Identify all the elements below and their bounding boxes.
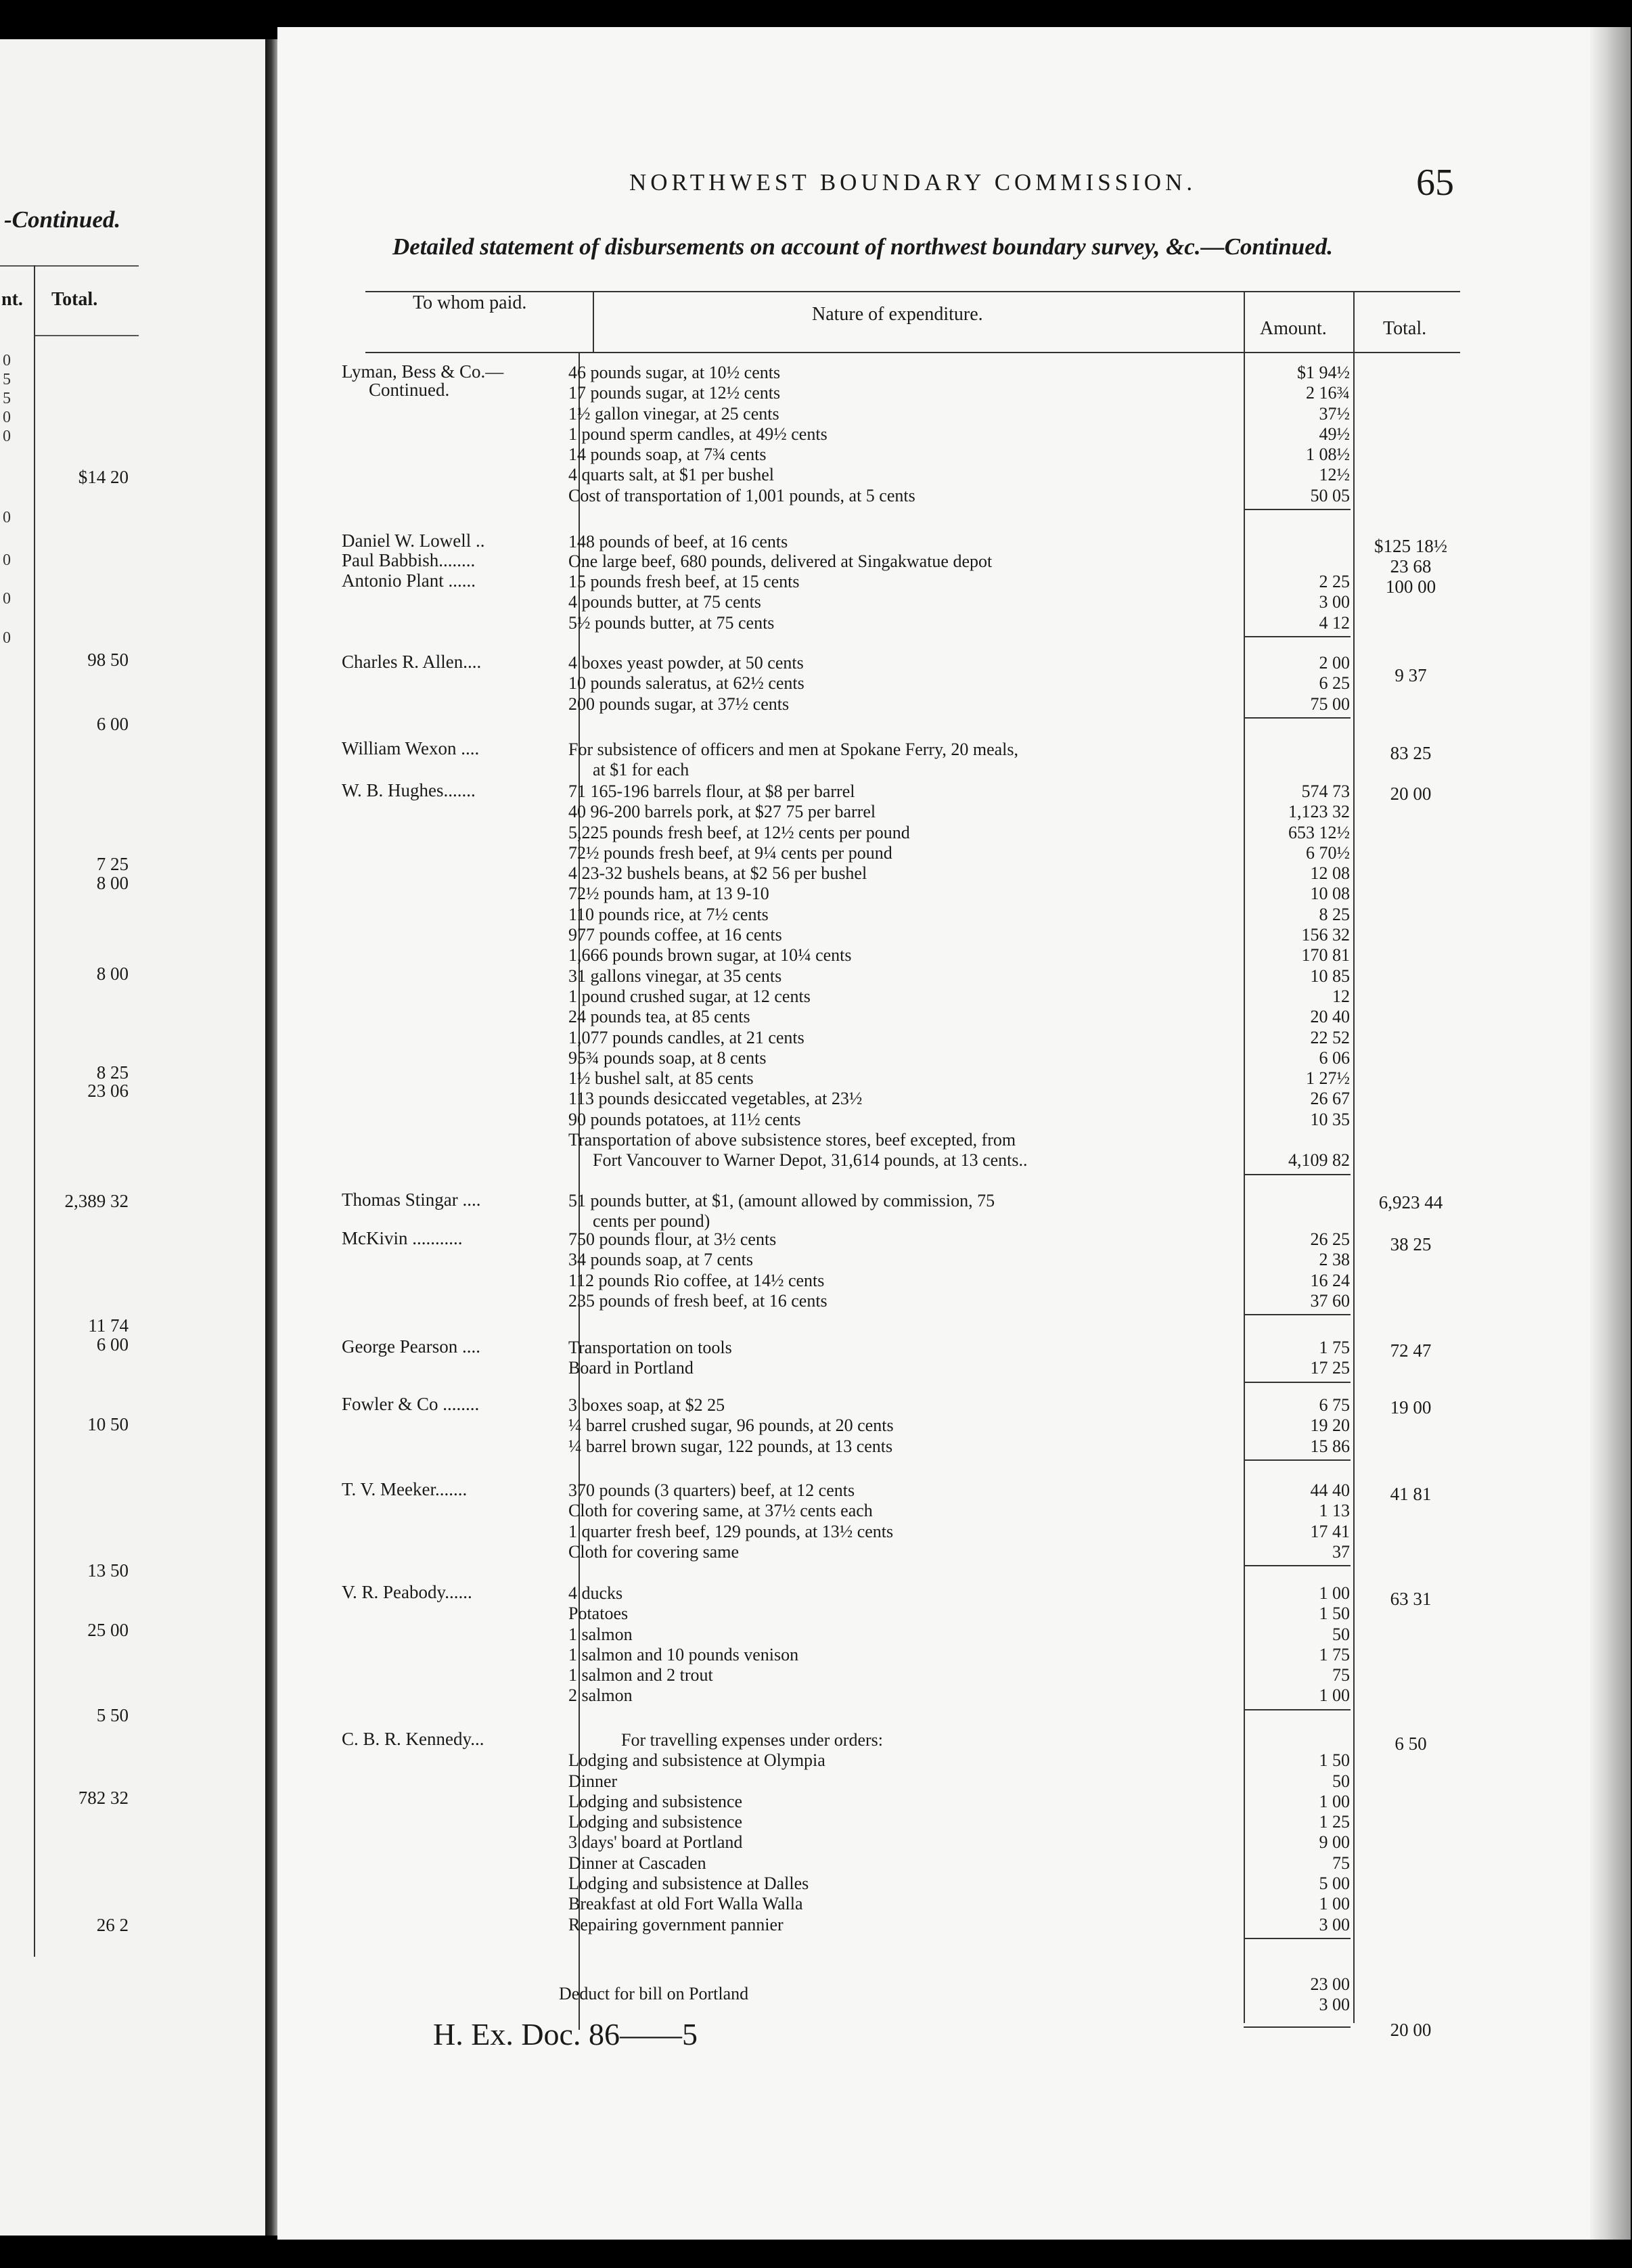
amount-group [1243, 1338, 1358, 1379]
amount-value: 1 75 [1319, 1338, 1350, 1357]
deduct-label: Deduct for bill on Portland [559, 1984, 749, 2003]
amount-value: 2 38 [1319, 1250, 1350, 1270]
amount-group [1243, 1395, 1358, 1457]
left-amount-fragment: 5 [3, 390, 11, 407]
expenditure-item: Dinner [568, 1771, 618, 1791]
amount-value: 1 25 [1319, 1812, 1350, 1832]
amount-value: 75 00 [1310, 694, 1350, 714]
expenditure-item: 46 pounds sugar, at 10½ cents [568, 363, 781, 382]
sum-rule [1244, 1174, 1351, 1175]
payee-name [342, 1730, 562, 1748]
payee-name-line: McKivin ........... [342, 1228, 463, 1248]
amount-value: 19 20 [1310, 1415, 1350, 1436]
expenditure-item: 14 pounds soap, at 7¾ cents [568, 445, 767, 465]
payee-name-line: Antonio Plant ...... [342, 570, 476, 591]
amount-value: 22 52 [1310, 1027, 1350, 1047]
expenditure-item: 51 pounds butter, at $1, (amount allowed by commission, 75 [568, 1191, 995, 1210]
left-amount-fragment: 0 [3, 590, 11, 608]
expenditure-item: Fort Vancouver to Warner Depot, 31,614 pounds, at 13 cents.. [593, 1150, 1028, 1171]
expenditure-item: 34 pounds soap, at 7 cents [568, 1250, 753, 1270]
amount-value: 37 60 [1310, 1290, 1350, 1311]
left-total-value: 26 2 [96, 1915, 129, 1935]
left-total-value: 6 00 [96, 1334, 129, 1355]
document-footer: H. Ex. Doc. 86——5 [433, 2017, 698, 2051]
expenditure-item: 1,666 pounds brown sugar, at 10¼ cents [568, 945, 852, 966]
total-value: 63 31 [1390, 1589, 1432, 1609]
amount-value: 16 24 [1310, 1270, 1350, 1290]
payee-name-line: Thomas Stingar .... [342, 1189, 481, 1210]
left-total-value: 2,389 32 [64, 1191, 129, 1211]
expenditure-item: 1 quarter fresh beef, 129 pounds, at 13½ cents [568, 1521, 894, 1541]
expenditure-item: 3 boxes soap, at $2 25 [568, 1395, 725, 1415]
expenditure-item: 4 boxes yeast powder, at 50 cents [568, 653, 804, 673]
amount-value: 6 70½ [1306, 842, 1350, 863]
expenditure-item: 71 165-196 barrels flour, at $8 per barrel [568, 781, 855, 801]
col-header-payee: To whom paid. [413, 292, 527, 313]
amount-value: 49½ [1319, 424, 1350, 444]
amount-value: 574 73 [1301, 781, 1350, 801]
expenditure-item: 24 pounds tea, at 85 cents [568, 1007, 750, 1027]
left-rule-top [0, 265, 139, 267]
expenditure-item: 1½ gallon vinegar, at 25 cents [568, 403, 779, 424]
expenditure-item: Dinner at Cascaden [568, 1853, 706, 1873]
expenditure-item: Cloth for covering same [568, 1541, 739, 1562]
payee-name-line: Fowler & Co ........ [342, 1394, 480, 1414]
sum-rule [1244, 1314, 1351, 1315]
left-total-value: 23 06 [87, 1081, 129, 1101]
payee-name-line: George Pearson .... [342, 1336, 480, 1357]
amount-value [1243, 1191, 1358, 1211]
amount-value: 1 50 [1319, 1750, 1350, 1771]
total-value: 19 00 [1390, 1397, 1432, 1418]
amount-value: 3 00 [1319, 592, 1350, 612]
payee-name [342, 653, 562, 671]
expenditure-item: 72½ pounds ham, at 13 9-10 [568, 884, 769, 904]
total-value: 38 25 [1390, 1234, 1432, 1254]
left-col-divider [34, 265, 35, 1957]
sum-rule [1244, 1709, 1351, 1710]
amount-value: 17 25 [1310, 1358, 1350, 1378]
expenditure-item: 1½ bushel salt, at 85 cents [568, 1068, 754, 1089]
expenditure-item: ¼ barrel crushed sugar, 96 pounds, at 20 cents [568, 1415, 894, 1436]
payee-name-continued: Continued. [369, 380, 450, 400]
expenditure-item: Repairing government pannier [568, 1914, 784, 1934]
amount-group [1243, 740, 1358, 781]
payee-name-line: C. B. R. Kennedy... [342, 1729, 484, 1749]
expenditure-item: 1 salmon [568, 1624, 633, 1644]
expenditure-item: 113 pounds desiccated vegetables, at 23½ [568, 1089, 863, 1109]
table-title: Detailed statement of disbursements on account of northwest boundary survey, &c.—Continued. [392, 233, 1334, 260]
expenditure-item: For subsistence of officers and men at Spokane Ferry, 20 meals, [568, 740, 1019, 759]
expenditure-group [568, 1480, 1243, 1562]
left-total-value: 6 00 [96, 714, 129, 734]
amount-value: 10 85 [1310, 966, 1350, 986]
expenditure-item: at $1 for each [593, 760, 689, 780]
amount-value: 12 08 [1310, 863, 1350, 884]
expenditure-item: 977 pounds coffee, at 16 cents [568, 925, 782, 945]
expenditure-item: 5½ pounds butter, at 75 cents [568, 612, 775, 633]
amount-group [1243, 532, 1358, 552]
payee-name-line: V. R. Peabody...... [342, 1582, 472, 1602]
expenditure-item: Lodging and subsistence [568, 1812, 743, 1832]
sum-rule [1244, 509, 1351, 510]
amount-value: 10 35 [1310, 1109, 1350, 1129]
expenditure-item: Lodging and subsistence [568, 1791, 743, 1811]
sum-rule [1244, 717, 1351, 719]
payee-name [342, 1229, 562, 1248]
amount-value: 3 00 [1319, 1914, 1350, 1934]
total-value: 20 00 [1390, 784, 1432, 804]
amount-value [1243, 551, 1358, 572]
amount-group [1243, 572, 1358, 633]
total-value: 41 81 [1390, 1484, 1432, 1504]
sum-rule [1244, 636, 1351, 637]
col-header-nature: Nature of expenditure. [812, 304, 983, 325]
amount-value: 10 08 [1310, 884, 1350, 904]
amount-value: 1 75 [1319, 1644, 1350, 1664]
expenditure-item: Cloth for covering same, at 37½ cents each [568, 1501, 873, 1521]
left-total-value: 8 00 [96, 963, 129, 984]
payee-name [342, 551, 562, 570]
payee-name-line: Lyman, Bess & Co.— [342, 361, 504, 382]
left-amount-fragment: 0 [3, 428, 11, 445]
amount-group [1243, 1583, 1358, 1706]
col-header-amount: Amount. [1260, 318, 1327, 339]
expenditure-item: One large beef, 680 pounds, delivered at Singakwatue depot [568, 551, 993, 571]
expenditure-group [568, 1583, 1243, 1706]
sum-rule [1244, 1565, 1351, 1566]
sum-rule [1244, 1459, 1351, 1461]
expenditure-item: 40 96-200 barrels pork, at $27 75 per barrel [568, 802, 876, 822]
left-total-value: 11 74 [88, 1315, 129, 1336]
expenditure-item: 95¾ pounds soap, at 8 cents [568, 1047, 767, 1068]
amount-value: 5 00 [1319, 1874, 1350, 1894]
expenditure-item: Transportation of above subsistence stores, beef excepted, from [568, 1130, 1016, 1150]
amount-value: 1 50 [1319, 1604, 1350, 1624]
left-total-value: 25 00 [87, 1620, 129, 1640]
amount-value: 1,123 32 [1288, 802, 1350, 822]
left-page [0, 39, 265, 2236]
left-total-value: 13 50 [87, 1560, 129, 1581]
expenditure-item: 110 pounds rice, at 7½ cents [568, 904, 769, 924]
expenditure-item: 4 ducks [568, 1583, 623, 1603]
amount-value: 12 [1332, 986, 1350, 1006]
left-amount-fragment: 0 [3, 551, 11, 569]
left-col-amount: nt. [1, 289, 23, 310]
payee-name [342, 572, 562, 590]
amount-group [1243, 1730, 1358, 1935]
amount-value: 6 06 [1319, 1047, 1350, 1068]
expenditure-item: 1 salmon and 2 trout [568, 1665, 713, 1685]
expenditure-item: 148 pounds of beef, at 16 cents [568, 532, 788, 551]
amount-value: 17 41 [1310, 1521, 1350, 1541]
amount-value: 50 [1332, 1771, 1350, 1791]
total-value: 72 47 [1390, 1340, 1432, 1361]
expenditure-item: cents per pound) [593, 1211, 710, 1231]
amount-value: 2 16¾ [1306, 383, 1350, 403]
left-total-value: $14 20 [78, 467, 129, 487]
expenditure-item: 2 salmon [568, 1685, 633, 1706]
amount-group [1243, 781, 1358, 1171]
page-edge-shadow [1590, 27, 1631, 2240]
amount-value: 1 08½ [1306, 445, 1350, 465]
amount-value: 653 12½ [1288, 822, 1350, 842]
payee-name [342, 1583, 562, 1602]
expenditure-group [568, 551, 1243, 572]
amount-value: 1 00 [1319, 1894, 1350, 1914]
expenditure-item: 31 gallons vinegar, at 35 cents [568, 966, 782, 986]
sum-rule [1244, 1382, 1351, 1383]
amount-value: 20 40 [1310, 1007, 1350, 1027]
expenditure-group [568, 363, 1243, 506]
expenditure-item: 3 days' board at Portland [568, 1832, 743, 1853]
left-amount-fragment: 5 [3, 371, 11, 388]
expenditure-item: 4 quarts salt, at $1 per bushel [568, 465, 774, 485]
total-value: 6,923 44 [1378, 1192, 1443, 1212]
amount-group [1243, 551, 1358, 572]
payee-name-line: T. V. Meeker....... [342, 1479, 468, 1499]
payee-name [342, 740, 562, 758]
expenditure-item: 1 salmon and 10 pounds venison [568, 1644, 799, 1664]
expenditure-item: 4 23-32 bushels beans, at $2 56 per bushel [568, 863, 867, 884]
amount-value: 15 86 [1310, 1436, 1350, 1456]
amount-value: 37 [1332, 1541, 1350, 1562]
deduct-amount: 23 00 [1310, 1974, 1350, 1994]
expenditure-item: 1 pound crushed sugar, at 12 cents [568, 986, 811, 1006]
expenditure-item: Board in Portland [568, 1358, 694, 1378]
total-value: 23 68 [1390, 556, 1432, 576]
expenditure-item: Breakfast at old Fort Walla Walla [568, 1894, 803, 1914]
sum-rule [1244, 1938, 1351, 1939]
left-total-value: 7 25 [96, 854, 129, 874]
expenditure-item: 4 pounds butter, at 75 cents [568, 592, 761, 612]
expenditure-group [568, 781, 1243, 1171]
expenditure-item: Cost of transportation of 1,001 pounds, at 5 cents [568, 485, 915, 505]
payee-divider-head [593, 291, 594, 352]
expenditure-item: 750 pounds flour, at 3½ cents [568, 1229, 777, 1249]
amount-value: 1 00 [1319, 1583, 1350, 1603]
expenditure-group [568, 653, 1243, 715]
left-continued-heading: -Continued. [4, 206, 121, 233]
amount-value [1243, 532, 1358, 552]
payee-name-line: William Wexon .... [342, 738, 480, 758]
amount-value: 9 00 [1319, 1832, 1350, 1853]
amount-group [1243, 363, 1358, 506]
sum-rule [1244, 2026, 1351, 2028]
expenditure-item: Potatoes [568, 1604, 629, 1624]
col-header-total: Total. [1383, 318, 1427, 339]
left-total-value: 98 50 [87, 650, 129, 670]
amount-value [1243, 760, 1358, 780]
total-value: 9 37 [1395, 665, 1427, 685]
payee-name [342, 1395, 562, 1413]
book-gutter [265, 39, 279, 2236]
expenditure-item: 90 pounds potatoes, at 11½ cents [568, 1109, 801, 1129]
expenditure-item: Lodging and subsistence at Olympia [568, 1750, 825, 1771]
amount-value: 1 00 [1319, 1685, 1350, 1706]
expenditure-item: 72½ pounds fresh beef, at 9¼ cents per pound [568, 842, 892, 863]
amount-value: 2 00 [1319, 653, 1350, 673]
left-col-total: Total. [51, 289, 98, 310]
payee-name [342, 1480, 562, 1499]
amount-value: 156 32 [1301, 925, 1350, 945]
deduct-total: 20 00 [1390, 2020, 1432, 2040]
amount-value: $1 94½ [1297, 363, 1350, 382]
payee-name [342, 532, 562, 550]
amount-group [1243, 1480, 1358, 1562]
amount-value: 37½ [1319, 403, 1350, 424]
amount-value: 1 27½ [1306, 1068, 1350, 1089]
expenditure-item: 112 pounds Rio coffee, at 14½ cents [568, 1270, 825, 1290]
expenditure-group [568, 1395, 1243, 1457]
page-number: 65 [1416, 162, 1454, 204]
amount-group [1243, 1191, 1358, 1232]
expenditure-group [568, 740, 1243, 781]
total-value: 83 25 [1390, 743, 1432, 763]
expenditure-item: 1 pound sperm candles, at 49½ cents [568, 424, 828, 444]
deduct-row [559, 1984, 1233, 2004]
expenditure-item: 1,077 pounds candles, at 21 cents [568, 1027, 804, 1047]
left-total-value: 5 50 [96, 1705, 129, 1725]
expenditure-item: 370 pounds (3 quarters) beef, at 12 cents [568, 1480, 855, 1500]
payee-name-line: Paul Babbish........ [342, 550, 476, 570]
amount-value: 75 [1332, 1853, 1350, 1873]
expenditure-item: 235 pounds of fresh beef, at 16 cents [568, 1290, 828, 1311]
left-total-value: 782 32 [78, 1788, 129, 1808]
expenditure-group [568, 572, 1243, 633]
left-total-value: 8 00 [96, 873, 129, 893]
payee-name [342, 1338, 562, 1356]
running-head: NORTHWEST BOUNDARY COMMISSION. [629, 169, 1197, 196]
amount-value: 26 67 [1310, 1089, 1350, 1109]
deduct-amounts [1243, 1974, 1358, 2016]
amount-value: 170 81 [1301, 945, 1350, 966]
expenditure-item: 200 pounds sugar, at 37½ cents [568, 694, 790, 714]
deduct-amount: 3 00 [1319, 1995, 1350, 2015]
expenditure-group [568, 1191, 1243, 1232]
amount-value: 8 25 [1319, 904, 1350, 924]
amount-value: 75 [1332, 1665, 1350, 1685]
amount-value: 6 75 [1319, 1395, 1350, 1415]
payee-name-line: Charles R. Allen.... [342, 652, 482, 672]
amount-value [1243, 1730, 1358, 1750]
amount-value: 6 25 [1319, 673, 1350, 694]
amount-value: 1 13 [1319, 1501, 1350, 1521]
payee-name-line: Daniel W. Lowell .. [342, 530, 485, 551]
expenditure-item: ¼ barrel brown sugar, 122 pounds, at 13 cents [568, 1436, 893, 1456]
amount-value: 12½ [1319, 465, 1350, 485]
expenditure-item: Lodging and subsistence at Dalles [568, 1874, 809, 1894]
total-value: 100 00 [1385, 576, 1436, 597]
left-amount-fragment: 0 [3, 352, 11, 369]
amount-value [1243, 740, 1358, 760]
expenditure-item: 15 pounds fresh beef, at 15 cents [568, 572, 800, 591]
expenditure-group [568, 532, 1243, 552]
amount-group [1243, 653, 1358, 715]
amount-value: 4,109 82 [1288, 1150, 1350, 1171]
left-rule-header [34, 335, 139, 336]
amount-value: 50 05 [1310, 485, 1350, 505]
amount-value [1243, 1130, 1358, 1150]
payee-name [342, 781, 562, 800]
amount-value: 2 25 [1319, 572, 1350, 591]
expenditure-item: For travelling expenses under orders: [621, 1730, 884, 1750]
payee-name [342, 363, 562, 399]
table-top-rule [365, 291, 1460, 292]
expenditure-item: 5,225 pounds fresh beef, at 12½ cents per pound [568, 822, 910, 842]
total-value: $125 18½ [1374, 536, 1447, 556]
left-total-value: 10 50 [87, 1414, 129, 1434]
amount-group [1243, 1229, 1358, 1311]
left-amount-fragment: 0 [3, 409, 11, 426]
amount-value: 1 00 [1319, 1791, 1350, 1811]
left-amount-fragment: 0 [3, 629, 11, 647]
expenditure-item: 10 pounds saleratus, at 62½ cents [568, 673, 804, 694]
payee-name [342, 1191, 562, 1209]
expenditure-item: 17 pounds sugar, at 12½ cents [568, 383, 781, 403]
amount-value: 26 25 [1310, 1229, 1350, 1249]
expenditure-group [568, 1338, 1243, 1379]
total-value: 6 50 [1395, 1733, 1427, 1754]
expenditure-group [568, 1730, 1243, 1935]
amount-value: 50 [1332, 1624, 1350, 1644]
payee-name-line: W. B. Hughes....... [342, 780, 476, 800]
expenditure-item: Transportation on tools [568, 1338, 732, 1357]
left-amount-fragment: 0 [3, 509, 11, 526]
left-total-value: 8 25 [96, 1062, 129, 1083]
amount-value: 4 12 [1319, 612, 1350, 633]
amount-value: 44 40 [1310, 1480, 1350, 1500]
header-bottom-rule [365, 352, 1460, 353]
expenditure-group [568, 1229, 1243, 1311]
